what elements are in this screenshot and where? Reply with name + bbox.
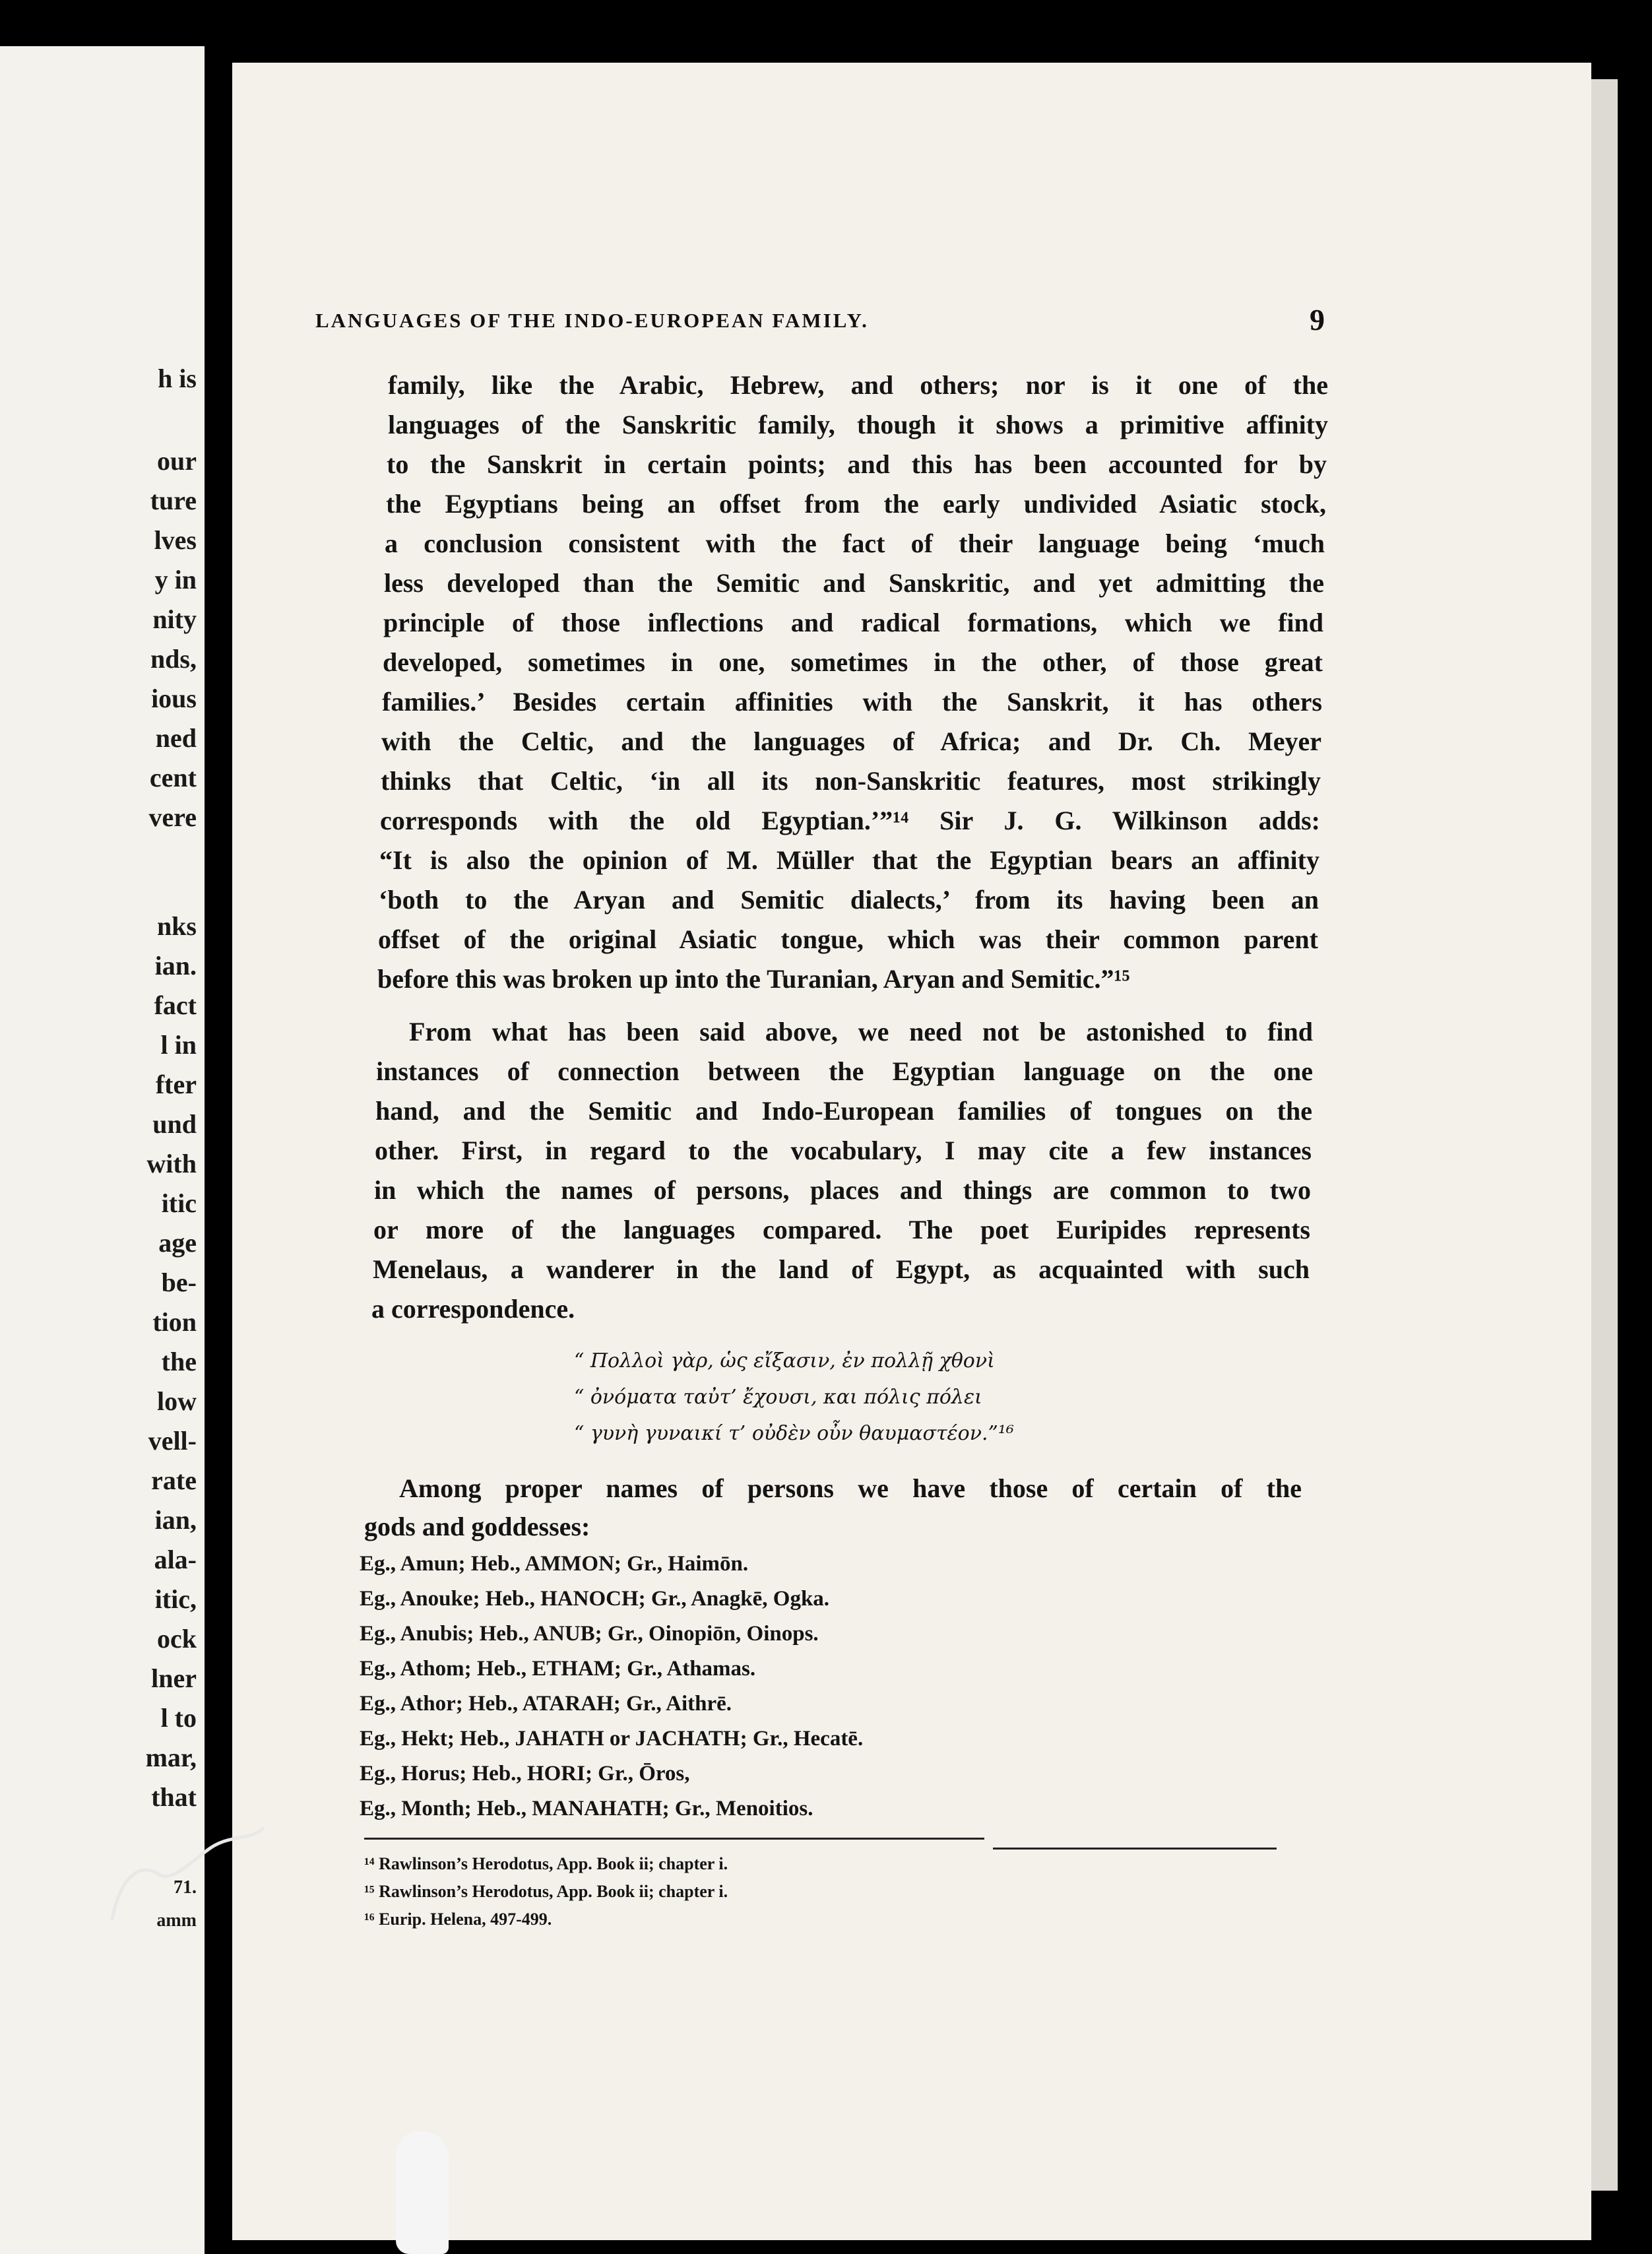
left-page-fragment: rate [151,1465,197,1495]
left-page-fragment: cent [149,763,197,792]
left-page-fragment: lner [151,1663,197,1693]
name-comparison: Eg., Athom; Heb., ETHAM; Gr., Athamas. [360,1657,756,1681]
footnote: ¹⁶ Eurip. Helena, 497-499. [364,1910,552,1929]
paragraph-line: corresponds with the old Egyptian.’”¹⁴ Sir J. G. Wilkinson adds: [380,806,1320,835]
page-edge [1591,79,1618,2191]
scan-stain-mark [396,2131,449,2254]
page-number: 9 [1310,303,1325,337]
paragraph-line: families.’ Besides certain affinities with the Sanskrit, it has others [382,687,1322,717]
running-head: LANGUAGES OF THE INDO-EUROPEAN FAMILY. [315,309,869,332]
paragraph-line: other. First, in regard to the vocabulary, I may cite a few instances [375,1136,1312,1165]
footnote-rule [993,1848,1277,1850]
paragraph-line: or more of the languages compared. The poet Euripides represents [373,1215,1310,1244]
paragraph-line: thinks that Celtic, ‘in all its non-Sanskritic features, most strikingly [381,766,1321,796]
paragraph-line: From what has been said above, we need not be astonished to find [409,1017,1313,1046]
left-page-fragment: ned [155,723,197,753]
left-page-fragment: und [152,1109,197,1139]
left-page-fragment: nks [156,911,197,941]
left-page-fragment: vell- [148,1426,197,1456]
left-page-fragment: nity [152,604,197,634]
paragraph-line: less developed than the Semitic and Sanskritic, and yet admitting the [384,568,1324,598]
greek-quote-line: “ γυνὴ γυναικί τ’ οὐδὲν οὖν θαυμαστέον.”¹⁶ [574,1422,1014,1445]
left-page-fragment: the [161,1347,197,1376]
paragraph-line: family, like the Arabic, Hebrew, and others; nor is it one of the [388,370,1328,400]
name-comparison: Eg., Hekt; Heb., JAHATH or JACHATH; Gr., Hecatē. [360,1727,864,1751]
left-page-fragment: age [158,1228,197,1258]
left-page-fragment: ious [151,684,197,713]
left-page-fragment: our [157,446,197,476]
left-page-fragment: fact [154,990,197,1020]
paragraph-line: ‘both to the Aryan and Semitic dialects,’ from its having been an [379,885,1319,915]
left-page-fragment: l to [160,1703,197,1733]
left-page-fragment: itic [161,1188,197,1218]
paragraph-line: Menelaus, a wanderer in the land of Egypt, as acquainted with such [373,1254,1310,1284]
left-page-fragment: with [146,1149,197,1178]
greek-quote-line: “ ὀνόματα ταὐτ’ ἔχουσι, και πόλις πόλει [574,1386,982,1409]
left-page-fragment: fter [155,1070,197,1099]
left-page-fragment: h is [158,364,197,393]
greek-quote-line: “ Πολλοὶ γὰρ, ὡς εἴξασιν, ἐν πολλῇ χθονὶ [574,1349,995,1372]
left-page-fragment: lves [154,525,197,555]
paragraph-line: instances of connection between the Egyptian language on the one [376,1056,1313,1086]
paragraph-line: “It is also the opinion of M. Müller that the Egyptian bears an affinity [379,845,1319,875]
paragraph-line: a correspondence. [371,1294,575,1324]
name-comparison: Eg., Amun; Heb., AMMON; Gr., Haimōn. [360,1552,749,1576]
footnote: ¹⁵ Rawlinson’s Herodotus, App. Book ii; chapter i. [364,1882,728,1901]
paragraph-line: hand, and the Semitic and Indo-European families of tongues on the [375,1096,1312,1126]
left-page-fragment: ian. [154,951,197,981]
paragraph-line: Among proper names of persons we have those of certain of the [399,1473,1302,1503]
paragraph-line: a conclusion consistent with the fact of their language being ‘much [385,529,1325,558]
left-page-fragment: ock [157,1624,197,1654]
left-page-fragment: low [157,1386,197,1416]
name-comparison: Eg., Horus; Heb., HORI; Gr., Ōros, [360,1762,690,1786]
paragraph-line: gods and goddesses: [364,1512,590,1541]
left-page-fragment: that [151,1782,197,1812]
paragraph-line: with the Celtic, and the languages of Africa; and Dr. Ch. Meyer [381,726,1321,756]
left-page-fragment: itic, [154,1584,197,1614]
left-page-fragment: ian, [154,1505,197,1535]
paragraph-line: in which the names of persons, places and things are common to two [374,1175,1311,1205]
name-comparison: Eg., Month; Heb., MANAHATH; Gr., Menoitios. [360,1797,813,1820]
left-page-fragment: l in [160,1030,197,1060]
left-page-fragment: nds, [150,644,197,674]
name-comparison: Eg., Anubis; Heb., ANUB; Gr., Oinopiōn, Oinops. [360,1622,819,1646]
paragraph-line: to the Sanskrit in certain points; and this has been accounted for by [387,449,1327,479]
left-page-fragment: 71. [174,1877,197,1898]
left-page-fragment: be- [161,1268,197,1297]
left-page-fragment: amm [156,1910,197,1931]
paragraph-line: principle of those inflections and radical formations, which we find [383,608,1323,637]
left-page-fragment: vere [148,802,197,832]
footnote: ¹⁴ Rawlinson’s Herodotus, App. Book ii; chapter i. [364,1854,728,1873]
paragraph-line: offset of the original Asiatic tongue, which was their common parent [378,924,1318,954]
paragraph-line: the Egyptians being an offset from the early undivided Asiatic stock, [386,489,1326,519]
paragraph-line: languages of the Sanskritic family, though it shows a primitive affinity [388,410,1328,439]
paragraph-line: developed, sometimes in one, sometimes in the other, of those great [383,647,1323,677]
left-page-fragment: tion [152,1307,197,1337]
paragraph-line: before this was broken up into the Turanian, Aryan and Semitic.”¹⁵ [377,964,1130,994]
scan-scratch-mark [99,1821,270,1927]
left-page-fragment: ture [150,486,197,515]
left-page-fragment: ala- [154,1545,197,1574]
name-comparison: Eg., Athor; Heb., ATARAH; Gr., Aithrē. [360,1692,732,1716]
left-page-fragment: y in [154,565,197,595]
footnote-rule [364,1838,984,1840]
name-comparison: Eg., Anouke; Heb., HANOCH; Gr., Anagkē, Ogka. [360,1587,830,1611]
left-page-fragment: mar, [145,1743,197,1772]
